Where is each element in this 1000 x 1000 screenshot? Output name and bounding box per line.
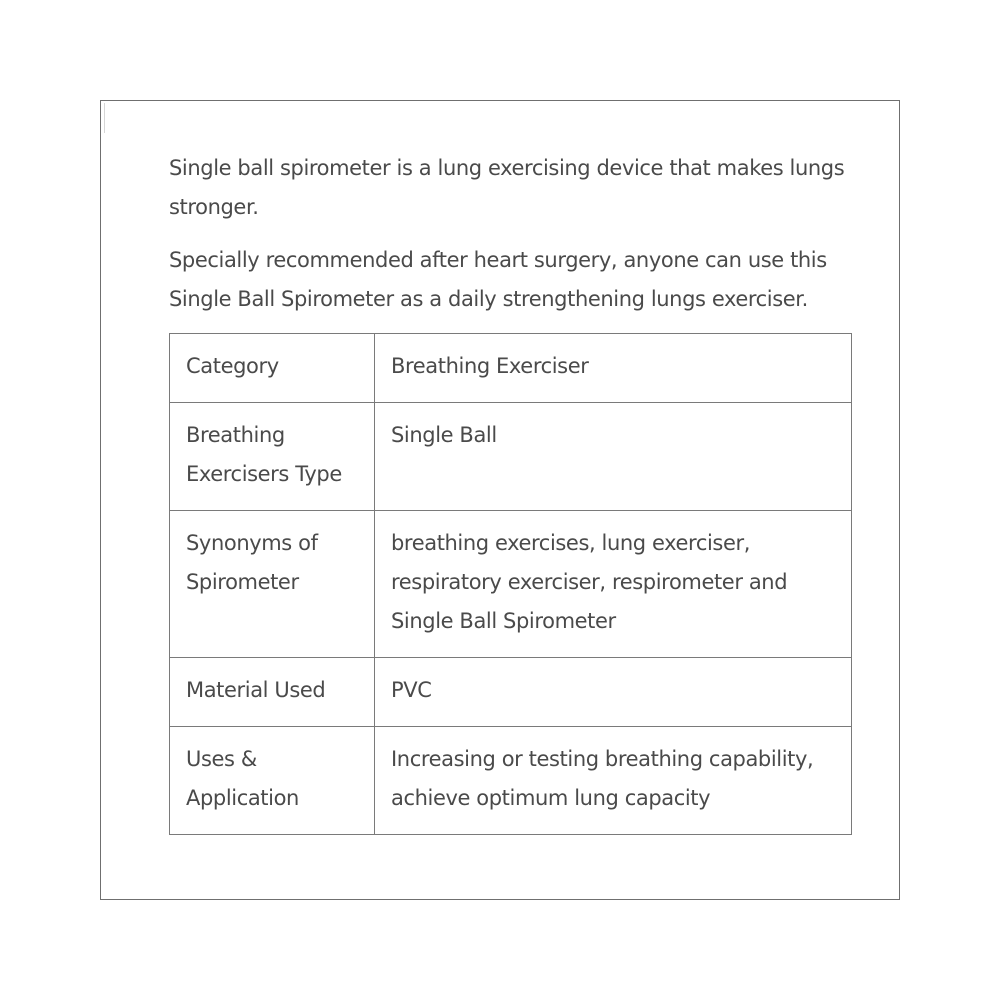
table-row	[170, 727, 852, 835]
table-row	[170, 658, 852, 727]
row-label: Synonyms of Spirometer	[170, 511, 375, 658]
row-value: Increasing or testing breathing capability, achieve optimum lung capacity	[375, 727, 852, 835]
row-label: Category	[170, 334, 375, 403]
row-label: Breathing Exercisers Type	[170, 403, 375, 511]
row-value: PVC	[375, 658, 852, 727]
spec-table	[169, 333, 852, 835]
row-label: Material Used	[170, 658, 375, 727]
row-value: Single Ball	[375, 403, 852, 511]
table-row	[170, 403, 852, 511]
frame-edge-mark	[104, 103, 105, 133]
row-value: Breathing Exerciser	[375, 334, 852, 403]
table-row	[170, 511, 852, 658]
row-label: Uses & Application	[170, 727, 375, 835]
intro-paragraph-2: Specially recommended after heart surgery, anyone can use this Single Ball Spirometer as a daily strengthening lungs exerciser.	[169, 248, 827, 311]
table-row	[170, 334, 852, 403]
description-content	[169, 149, 859, 835]
intro-paragraph-1: Single ball spirometer is a lung exercising device that makes lungs stronger.	[169, 156, 845, 219]
row-value: breathing exercises, lung exerciser, respiratory exerciser, respirometer and Single Ball Spirometer	[375, 511, 852, 658]
content-frame	[100, 100, 900, 900]
